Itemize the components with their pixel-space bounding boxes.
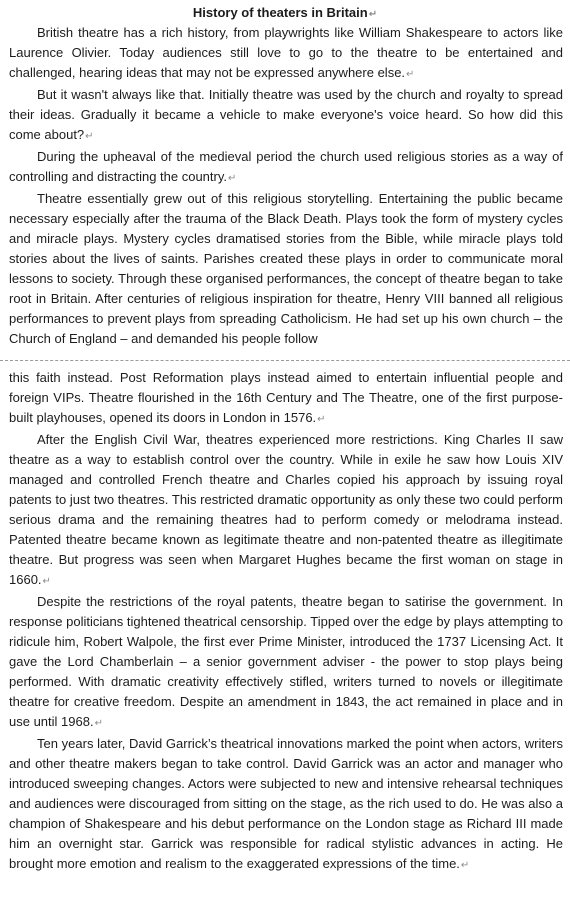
paragraph-mark-icon: ↵ [228,173,237,184]
paragraph [9,734,563,876]
paragraph [9,147,563,189]
paragraph-mark-icon: ↵ [368,9,378,20]
paragraph-text: Ten years later, David Garrick’s theatrical innovations marked the point when actors, writers and other theatre makers began to take control. David Garrick was an actor and manager who introduced sweeping changes. Actors were subjected to new and intensive rehearsal techniques and audiences were discouraged from sitting on the stage, as the rich used to do. He was also a champion of Shakespeare and his debut performance on the London stage as Richard III made him an overnight star. Garrick was responsible for radical stylistic advances in acting. He brought more emotion and realism to the exaggerated expressions of the time. [9,736,563,871]
paragraph-text: this faith instead. Post Reformation plays instead aimed to entertain influential people and foreign VIPs. Theatre flourished in the 16th Century and The Theatre, one of the first purpose- built playhouses, opened its doors in London in 1576. [9,370,563,425]
paragraph [9,189,563,349]
paragraph-text: Theatre essentially grew out of this religious storytelling. Entertaining the public became necessary especially after the trauma of the Black Death. Plays took the form of mystery cycles and miracle plays. Mystery cycles dramatised stories from the Bible, while miracle plays told stories about the lives of saints. Parishes created these plays in order to communicate moral lessons to society. Through these organised performances, the concept of theatre began to take root in Britain. After centuries of religious inspiration for theatre, Henry VIII banned all religious performances to prevent plays from spreading Catholicism. He had set up his own church – the Church of England – and demanded his people follow [9,191,563,346]
paragraph [9,592,563,734]
paragraph-text: Despite the restrictions of the royal patents, theatre began to satirise the government. In response politicians tightened theatrical censorship. Tipped over the edge by plays attempting to ridicule him, Robert Walpole, the first ever Prime Minister, introduced the 1737 Licensing Act. It gave the Lord Chamberlain – a senior government adviser - the power to stop plays being performed. With dramatic creativity effectively stifled, writers turned to novels or illegitimate theatre for creative freedom. Despite an amendment in 1843, the act remained in place and in use until 1968. [9,594,563,729]
paragraph-mark-icon: ↵ [42,576,51,587]
page-break-divider [0,360,570,361]
text-before-page-break [9,23,563,349]
paragraph-mark-icon: ↵ [406,69,415,80]
paragraph-text: After the English Civil War, theatres experienced more restrictions. King Charles II saw theatre as a way to establish control over the country. While in exile he saw how Louis XIV managed and controlled French theatre and Charles copied his approach by issuing royal patents to just two theatres. This restricted dramatic opportunity as only these two could perform serious drama and the remaining theatres had to perform comedy or melodrama instead. Patented theatre became known as legitimate theatre and non-patented theatre as illegitimate theatre. But progress was seen when Margaret Hughes became the first woman on stage in 1660. [9,432,563,587]
paragraph-mark-icon: ↵ [460,860,470,871]
paragraph [9,85,563,147]
paragraph-text: But it wasn't always like that. Initially theatre was used by the church and royalty to spread their ideas. Gradually it became a vehicle to make everyone's voice heard. So how did this come about? [9,87,563,142]
paragraph-mark-icon: ↵ [85,131,94,142]
document-title-text: History of theaters in Britain [192,5,368,20]
paragraph [9,23,563,85]
paragraph-text: During the upheaval of the medieval period the church used religious stories as a way of controlling and distracting the country. [9,149,563,184]
paragraph-mark-icon: ↵ [317,414,326,425]
text-after-page-break [9,368,563,876]
paragraph-text: British theatre has a rich history, from playwrights like William Shakespeare to actors like Laurence Olivier. Today audiences still love to go to the theatre to be entertained and challenged, hearing ideas that may not be expressed anywhere else. [9,25,563,80]
document-title [0,5,570,23]
paragraph-mark-icon: ↵ [94,718,103,729]
paragraph [9,430,563,592]
paragraph [9,368,563,430]
